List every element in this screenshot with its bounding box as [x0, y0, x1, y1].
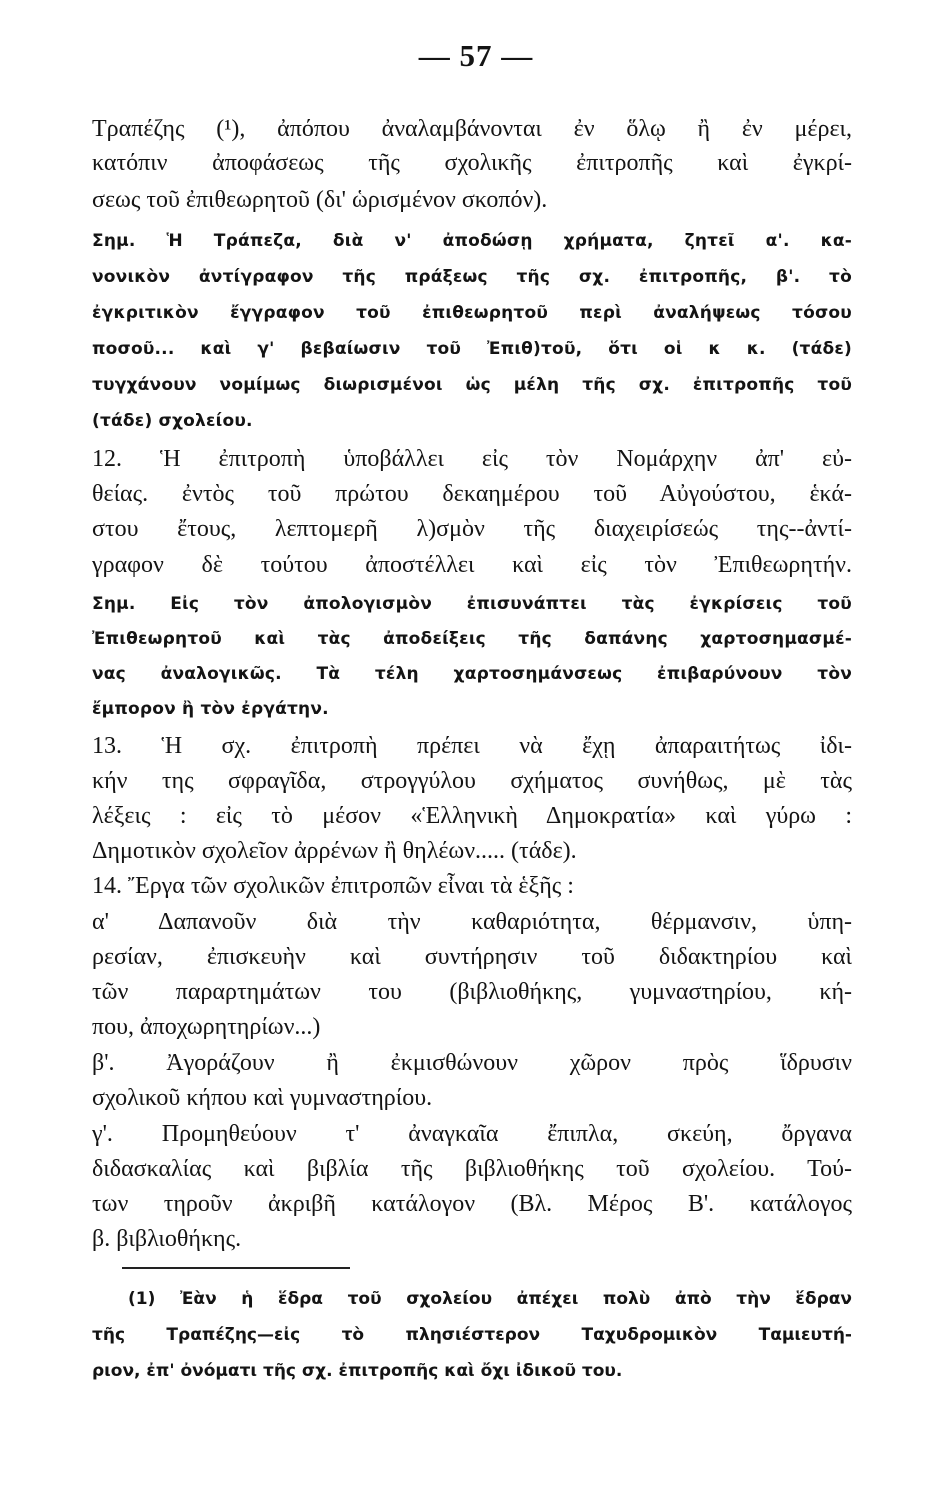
- text-line-12-2: θείας. ἐντὸς τοῦ πρώτου δεκαημέρου τοῦ Αὐγούστου, ἑκά-: [92, 481, 852, 507]
- note-line-3: ἐγκριτικὸν ἔγγραφον τοῦ ἐπιθεωρητοῦ περὶ ἀναλήψεως τόσου: [92, 303, 852, 323]
- text-line-13-2: κήν της σφραγῖδα, στρογγύλου σχήματος συνήθως, μὲ τὰς: [92, 768, 852, 794]
- footnote-line-2: τῆς Τραπέζης—εἰς τὸ πλησιέστερον Ταχυδρομικὸν Ταμιευτή-: [92, 1325, 852, 1345]
- text-line-b-1: β'. Ἀγοράζουν ἢ ἐκμισθώνουν χῶρον πρὸς ἵδρυσιν: [92, 1050, 852, 1076]
- text-line-1: Τραπέζης (¹), ἀπόπου ἀναλαμβάνονται ἐν ὅλῳ ἢ ἐν μέρει,: [92, 116, 852, 142]
- footnote-line-1: (1) Ἐὰν ἡ ἕδρα τοῦ σχολείου ἀπέχει πολὺ ἀπὸ τὴν ἕδραν: [128, 1289, 852, 1309]
- page-number: — 57 —: [418, 38, 534, 73]
- text-line-14-4: τῶν παραρτημάτων του (βιβλιοθήκης, γυμναστηρίου, κή-: [92, 979, 852, 1005]
- note2-line-3: νας ἀναλογικῶς. Τὰ τέλη χαρτοσημάνσεως ἐπιβαρύνουν τὸν: [92, 664, 852, 684]
- text-line-b-2: σχολικοῦ κήπου καὶ γυμναστηρίου.: [92, 1085, 433, 1111]
- text-line-c-4: β. βιβλιοθήκης.: [92, 1226, 242, 1252]
- text-line-13-4: Δημοτικὸν σχολεῖον ἀρρένων ἢ θηλέων..... (τάδε).: [92, 838, 577, 864]
- text-line-13-3: λέξεις : εἰς τὸ μέσον «Ἑλληνικὴ Δημοκρατία» καὶ γύρω :: [92, 803, 852, 829]
- note-line-5: τυγχάνουν νομίμως διωρισμένοι ὡς μέλη τῆς σχ. ἐπιτροπῆς τοῦ: [92, 375, 852, 395]
- text-line-13-1: 13. Ἡ σχ. ἐπιτροπὴ πρέπει νὰ ἔχῃ ἀπαραιτήτως ἰδι-: [92, 733, 852, 759]
- text-line-14-3: ρεσίαν, ἐπισκευὴν καὶ συντήρησιν τοῦ διδακτηρίου καὶ: [92, 944, 852, 970]
- note2-line-1: Σημ. Εἰς τὸν ἀπολογισμὸν ἐπισυνάπτει τὰς ἐγκρίσεις τοῦ: [92, 594, 852, 614]
- text-line-12-4: γραφον δὲ τούτου ἀποστέλλει καὶ εἰς τὸν Ἐπιθεωρητήν.: [92, 552, 852, 578]
- text-line-12-3: στου ἔτους, λεπτομερῆ λ)σμὸν τῆς διαχειρίσεώς της--ἀντί-: [92, 516, 852, 542]
- note-line-1: Σημ. Ἡ Τράπεζα, διὰ ν' ἀποδώσῃ χρήματα, ζητεῖ α'. κα-: [92, 231, 852, 251]
- text-line-c-3: των τηροῦν ἀκριβῆ κατάλογον (Βλ. Μέρος Β'. κατάλογος: [92, 1191, 852, 1217]
- note2-line-2: Ἐπιθεωρητοῦ καὶ τὰς ἀποδείξεις τῆς δαπάνης χαρτοσημασμέ-: [92, 629, 852, 649]
- note-line-2: νονικὸν ἀντίγραφον τῆς πράξεως τῆς σχ. ἐπιτροπῆς, β'. τὸ: [92, 267, 852, 287]
- text-line-14-1: 14. Ἔργα τῶν σχολικῶν ἐπιτροπῶν εἶναι τὰ ἑξῆς :: [92, 873, 574, 899]
- text-line-12-1: 12. Ἡ ἐπιτροπὴ ὑποβάλλει εἰς τὸν Νομάρχην ἀπ' εὐ-: [92, 446, 852, 472]
- note-line-6: (τάδε) σχολείου.: [92, 411, 253, 431]
- text-line-c-1: γ'. Προμηθεύουν τ' ἀναγκαῖα ἔπιπλα, σκεύη, ὄργανα: [92, 1121, 852, 1147]
- note-line-4: ποσοῦ... καὶ γ' βεβαίωσιν τοῦ Ἐπιθ)τοῦ, ὅτι οἱ κ κ. (τάδε): [92, 339, 852, 359]
- footnote-divider: [122, 1267, 350, 1269]
- text-line-2: κατόπιν ἀποφάσεως τῆς σχολικῆς ἐπιτροπῆς καὶ ἐγκρί-: [92, 150, 852, 176]
- text-line-14-5: που, ἀποχωρητηρίων...): [92, 1014, 321, 1040]
- text-line-3: σεως τοῦ ἐπιθεωρητοῦ (δι' ὡρισμένον σκοπόν).: [92, 187, 548, 213]
- note2-line-4: ἔμπορον ἢ τὸν ἐργάτην.: [92, 699, 329, 719]
- text-line-c-2: διδασκαλίας καὶ βιβλία τῆς βιβλιοθήκης τοῦ σχολείου. Τού-: [92, 1156, 852, 1182]
- footnote-line-3: ριον, ἐπ' ὀνόματι τῆς σχ. ἐπιτροπῆς καὶ ὄχι ἰδικοῦ του.: [92, 1361, 623, 1381]
- text-line-14-2: α' Δαπανοῦν διὰ τὴν καθαριότητα, θέρμανσιν, ὑπη-: [92, 909, 852, 935]
